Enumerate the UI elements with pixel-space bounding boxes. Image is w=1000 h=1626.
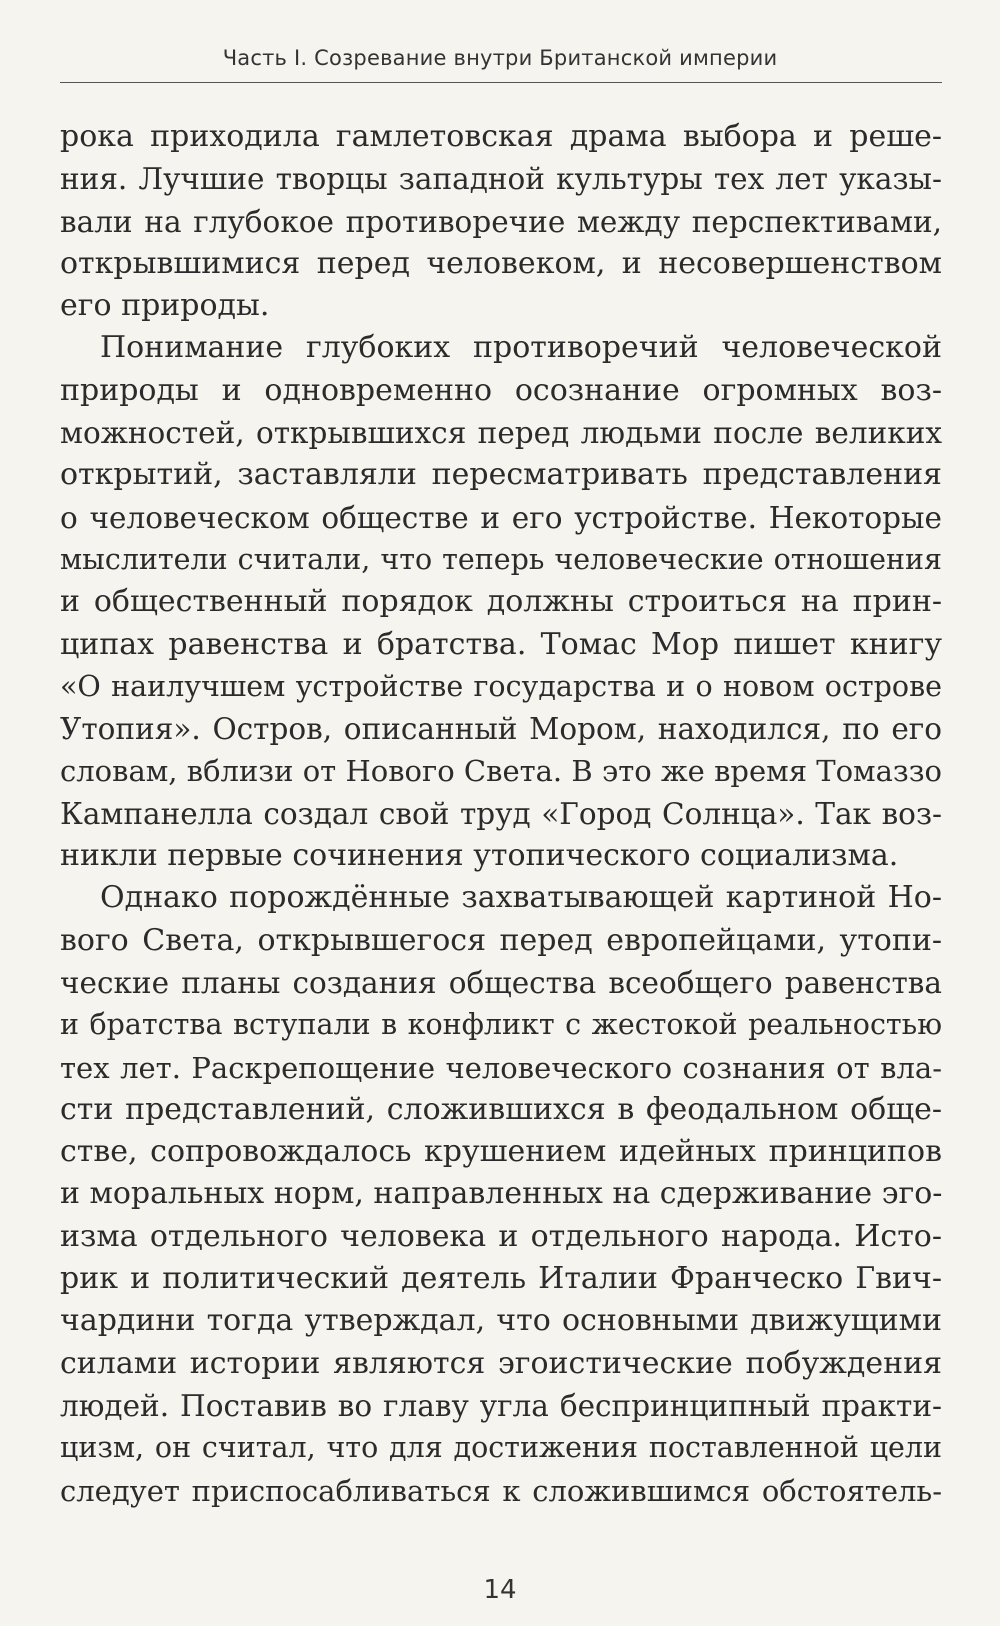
paragraph-3-line-14: цизм, он считал, что для достижения поставленной цели <box>60 1431 942 1465</box>
paragraph-2-line-3: можностей, открывшихся перед людьми после великих <box>60 416 942 451</box>
paragraph-1-line-4: открывшимися перед человеком, и несовершенством <box>60 245 942 281</box>
paragraph-3-line-8: и моральных норм, направленных на сдерживание эго- <box>60 1176 943 1212</box>
paragraph-3-line-7: стве, сопровождалось крушением идейных принципов <box>60 1134 942 1170</box>
running-header: Часть I. Созревание внутри Британской империи <box>222 46 778 70</box>
paragraph-3-line-9: изма отдельного человека и отдельного народа. Исто- <box>60 1218 942 1254</box>
paragraph-1-line-2: ния. Лучшие творцы западной культуры тех лет указы- <box>60 162 942 197</box>
paragraph-3-line-2: вого Света, открывшегося перед европейцами, утопи- <box>60 922 942 958</box>
paragraph-2-line-4: открытий, заставляли пересматривать представления <box>60 457 942 493</box>
paragraph-1-line-1: рока приходила гамлетовская драма выбора и реше- <box>60 119 942 154</box>
paragraph-1-line-5: его природы. <box>60 288 270 324</box>
paragraph-1-line-3: вали на глубокое противоречие между перспективами, <box>60 204 942 239</box>
page-number: 14 <box>483 1575 517 1605</box>
paragraph-2-line-5: о человеческом обществе и его устройстве. Некоторые <box>60 500 942 535</box>
paragraph-2-line-2: природы и одновременно осознание огромных воз- <box>60 372 942 408</box>
paragraph-3-line-10: рик и политический деятель Италии Франческо Гвич- <box>60 1261 942 1297</box>
paragraph-2-line-1: Понимание глубоких противоречий человеческой <box>100 330 942 366</box>
paragraph-2-line-8: ципах равенства и братства. Томас Мор пишет книгу <box>60 626 942 662</box>
paragraph-3-line-6: сти представлений, сложившихся в феодальном обще- <box>60 1091 942 1127</box>
paragraph-2-line-13: никли первые сочинения утопического социализма. <box>60 838 899 874</box>
paragraph-3-line-15: следует приспосабливаться к сложившимся обстоятель- <box>60 1473 942 1508</box>
paragraph-2-line-11: словам, вблизи от Нового Света. В это же время Томаззо <box>60 754 942 789</box>
body-text <box>60 116 942 1512</box>
paragraph-2-line-9: «О наилучшем устройстве государства и о новом острове <box>60 669 942 703</box>
header-rule <box>60 82 942 83</box>
paragraph-3-line-3: ческие планы создания общества всеобщего равенства <box>60 965 942 1000</box>
paragraph-3-line-12: силами истории являются эгоистические побуждения <box>60 1345 942 1381</box>
paragraph-2-line-6: мыслители считали, что теперь человеческие отношения <box>60 542 942 576</box>
paragraph-3-line-11: чардини тогда утверждал, что основными движущими <box>60 1303 942 1339</box>
paragraph-2-line-7: и общественный порядок должны строиться на прин- <box>60 584 942 620</box>
paragraph-2-line-12: Кампанелла создал свой труд «Город Солнца». Так воз- <box>60 796 942 831</box>
paragraph-3-line-13: людей. Поставив во главу угла беспринципный практи- <box>60 1388 942 1423</box>
paragraph-3-line-1: Однако порождённые захватывающей картиной Но- <box>100 880 942 916</box>
paragraph-2-line-10: Утопия». Остров, описанный Мором, находился, по его <box>60 712 942 747</box>
paragraph-3-line-5: тех лет. Раскрепощение человеческого сознания от вла- <box>60 1050 942 1085</box>
paragraph-3-line-4: и братства вступали в конфликт с жестокой реальностью <box>60 1008 942 1042</box>
